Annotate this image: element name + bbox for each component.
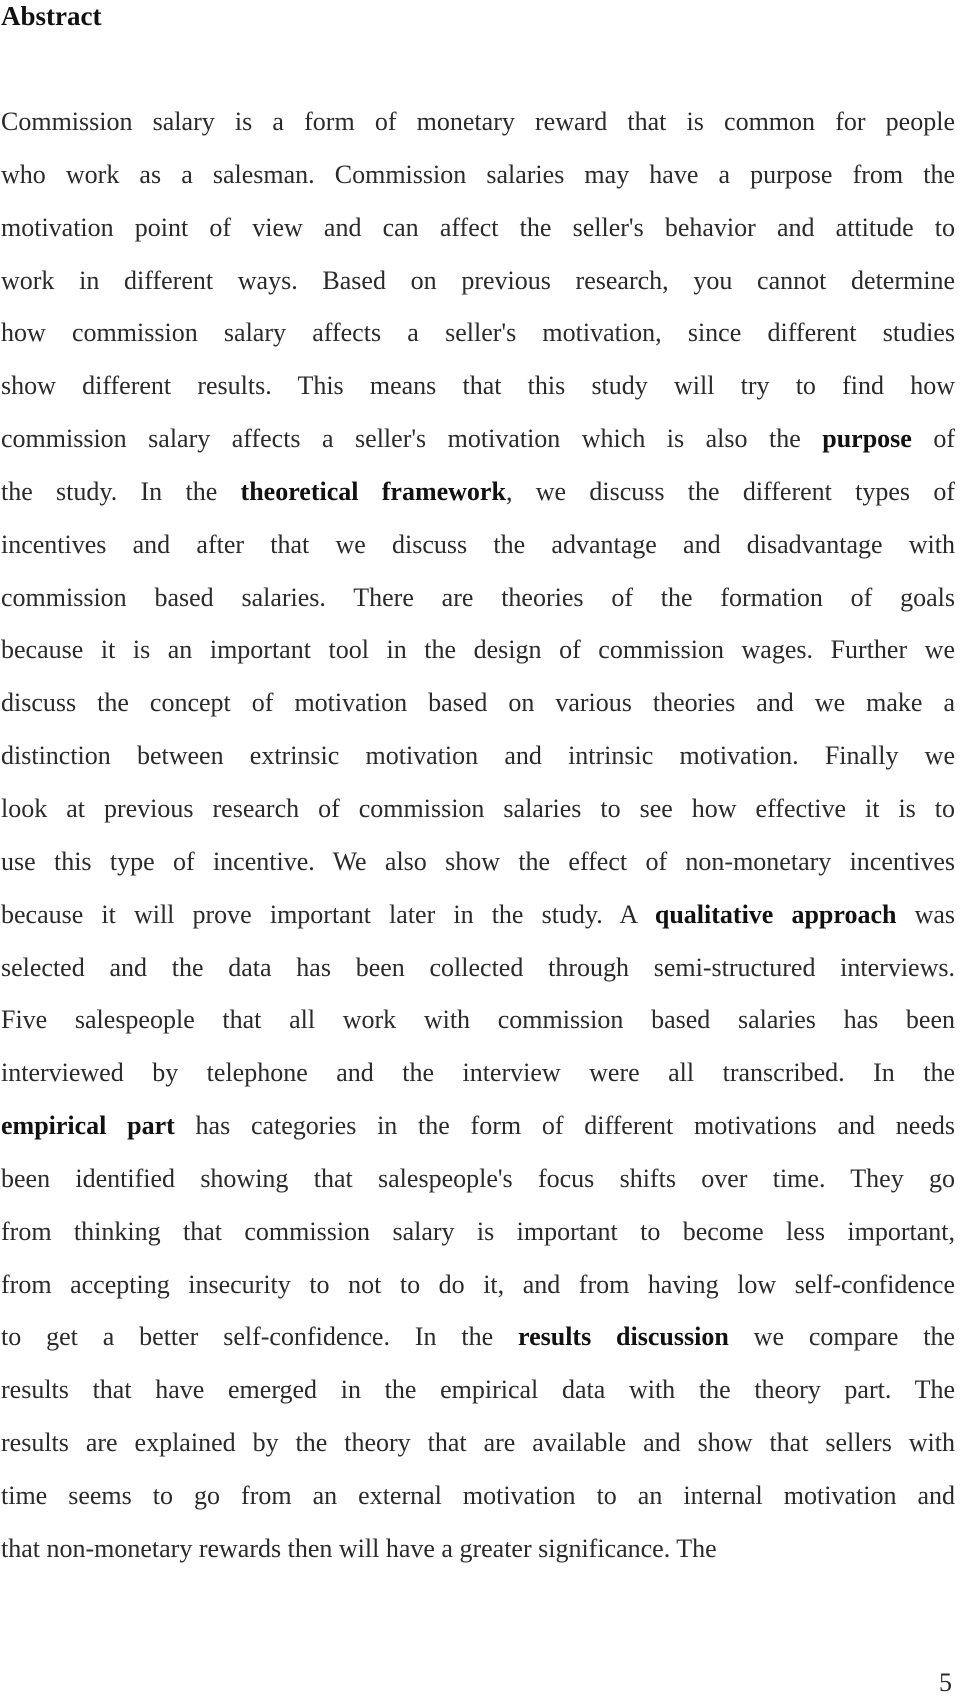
- text-run: we compare the: [728, 1322, 955, 1352]
- text-line: [1, 572, 955, 625]
- bold-term: qualitative approach: [654, 899, 897, 929]
- text-line: [1, 783, 955, 836]
- text-run: that non-monetary rewards then will have a greater significance. The: [1, 1533, 717, 1563]
- text-line: [1, 889, 955, 942]
- text-run: use this type of incentive. We also show the effect of non-monetary incentives: [1, 846, 955, 876]
- text-run: incentives and after that we discuss the advantage and disadvantage with: [1, 529, 955, 559]
- text-line: [1, 360, 955, 413]
- text-run: been identified showing that salespeople's focus shifts over time. They go: [1, 1163, 955, 1193]
- text-run: interviewed by telephone and the interview were all transcribed. In the: [1, 1058, 955, 1088]
- text-run: show different results. This means that this study will try to find how: [1, 371, 955, 401]
- text-run: of: [911, 424, 955, 454]
- text-line: [1, 255, 955, 308]
- text-run: who work as a salesman. Commission salaries may have a purpose from the: [1, 159, 955, 189]
- text-run: distinction between extrinsic motivation and intrinsic motivation. Finally we: [1, 741, 955, 771]
- text-line: [1, 96, 955, 149]
- page-number: 5: [939, 1668, 952, 1697]
- text-line: [1, 677, 955, 730]
- text-run: to get a better self-confidence. In the: [1, 1322, 518, 1352]
- text-line: [1, 1417, 955, 1470]
- text-line: [1, 624, 955, 677]
- text-run: results are explained by the theory that are available and show that sellers with: [1, 1428, 955, 1458]
- text-run: has categories in the form of different motivations and needs: [174, 1111, 955, 1141]
- text-run: look at previous research of commission salaries to see how effective it is to: [1, 793, 955, 823]
- text-line: [1, 1153, 955, 1206]
- text-run: motivation point of view and can affect the seller's behavior and attitude to: [1, 212, 955, 242]
- text-line: [1, 202, 955, 255]
- text-line: [1, 1206, 955, 1259]
- text-line: [1, 307, 955, 360]
- text-run: because it will prove important later in the study. A: [1, 899, 655, 929]
- text-run: commission salary affects a seller's motivation which is also the: [1, 424, 823, 454]
- text-run: time seems to go from an external motivation to an internal motivation and: [1, 1480, 955, 1510]
- text-line: [1, 1100, 955, 1153]
- text-run: discuss the concept of motivation based on various theories and we make a: [1, 688, 955, 718]
- text-line: [1, 942, 955, 995]
- text-run: Five salespeople that all work with commission based salaries has been: [1, 1005, 955, 1035]
- text-line: [1, 1259, 955, 1312]
- text-line: [1, 1470, 955, 1523]
- text-run: work in different ways. Based on previous research, you cannot determine: [1, 265, 955, 295]
- bold-term: results discussion: [518, 1322, 729, 1352]
- text-run: commission based salaries. There are theories of the formation of goals: [1, 582, 955, 612]
- page-title: Abstract: [1, 1, 102, 31]
- text-line: [1, 466, 955, 519]
- text-line: [1, 149, 955, 202]
- text-line: [1, 1311, 955, 1364]
- text-line: [1, 519, 955, 572]
- text-run: from thinking that commission salary is important to become less important,: [1, 1216, 955, 1246]
- text-run: how commission salary affects a seller's motivation, since different studies: [1, 318, 955, 348]
- text-run: because it is an important tool in the design of commission wages. Further we: [1, 635, 955, 665]
- bold-term: purpose: [822, 424, 912, 454]
- text-run: results that have emerged in the empirical data with the theory part. The: [1, 1375, 955, 1405]
- text-run: Commission salary is a form of monetary reward that is common for people: [1, 107, 955, 136]
- text-line: [1, 836, 955, 889]
- text-line: [1, 413, 955, 466]
- text-run: from accepting insecurity to not to do it, and from having low self-confidence: [1, 1269, 955, 1299]
- abstract-paragraph: [1, 96, 955, 1576]
- text-line: [1, 1364, 955, 1417]
- text-line: [1, 730, 955, 783]
- bold-term: theoretical framework: [240, 476, 506, 506]
- text-run: selected and the data has been collected through semi-structured interviews.: [1, 952, 955, 982]
- text-run: , we discuss the different types of: [505, 476, 955, 506]
- text-run: the study. In the: [1, 476, 241, 506]
- text-line: [1, 1523, 955, 1576]
- text-line: [1, 994, 955, 1047]
- bold-term: empirical part: [1, 1111, 175, 1141]
- text-line: [1, 1047, 955, 1100]
- text-run: was: [896, 899, 955, 929]
